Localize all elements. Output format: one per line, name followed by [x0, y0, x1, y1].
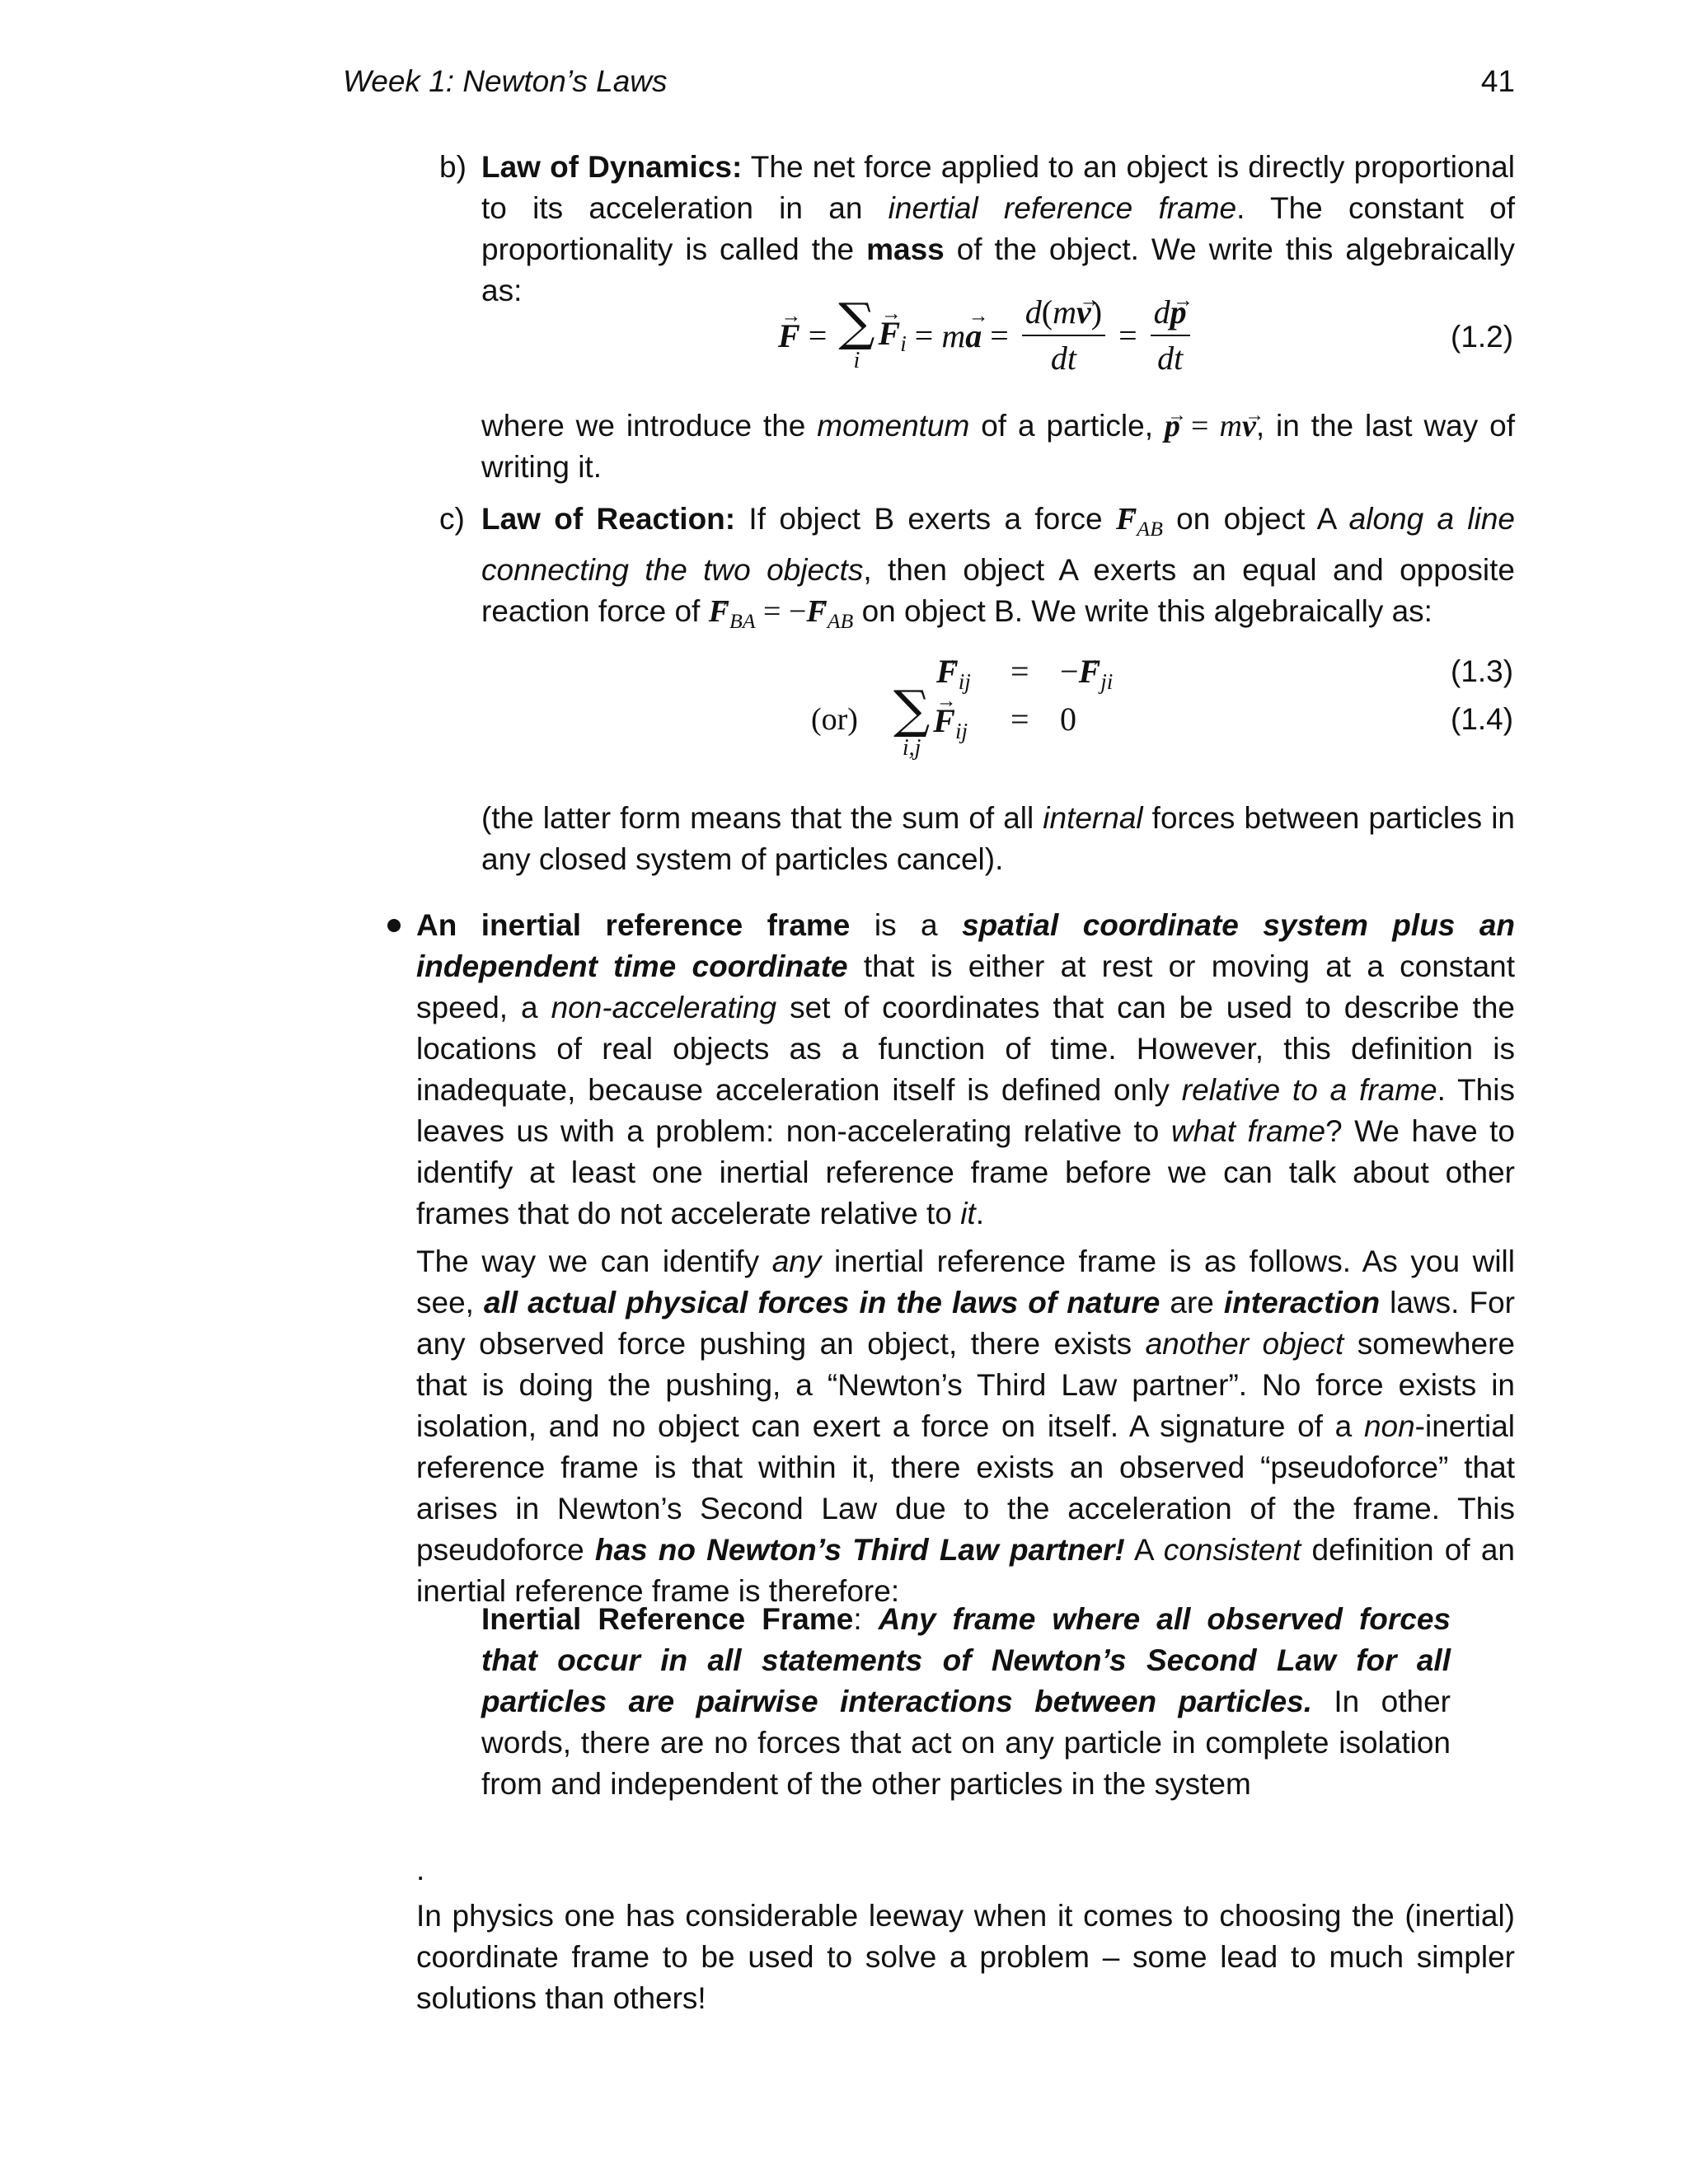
equation-number-1-4: (1.4)	[1451, 702, 1514, 736]
law-c-label: c)	[439, 502, 465, 536]
equation-number-1-2: (1.2)	[1451, 320, 1514, 354]
identify-frame-paragraph: The way we can identify any inertial reference frame is as follows. As you will see, all actual physical forces in the laws of nature are interaction laws. For any observed force pushing an object, there exists another object somewhere that is doing the pushing, a “Newton’s Third Law partner”. No force exists in isolation, and no object can exert a force on itself. A signature of a non-inertial reference frame is that within it, there exists an observed “pseudoforce” that arises in Newton’s Second Law due to the acceleration of the frame. This pseudoforce has no Newton’s Third Law partner! A consistent definition of an inertial reference frame is therefore:	[416, 1244, 1516, 1608]
page-number: 41	[1480, 64, 1515, 98]
running-header-title: Week 1: Newton’s Laws	[343, 64, 668, 98]
bullet-marker	[387, 919, 401, 932]
inertial-frame-definition: Inertial Reference Frame: Any frame where all observed forces that occur in all statements of Newton’s Second Law for all particles are pairwise interactions between particles. In other words, there are no forces that act on any particle in complete isolation from and independent of the other particles in the system	[481, 1602, 1451, 1801]
equation-number-1-3: (1.3)	[1451, 654, 1514, 688]
equation-1-4-lhs: ∑ i,j → $F_{ij}$	[890, 684, 968, 762]
law-b-paragraph: Law of Dynamics: The net force applied to an object is directly proportional to its acceleration in an inertial reference frame. The constant of proportionality is called the mass of the object. We write this algebraically as:	[481, 150, 1515, 307]
law-b-followup: where we introduce the momentum of a particle, → p = m→ v, in the last way of writing it.	[481, 405, 1515, 488]
law-c-paragraph: Law of Reaction: If object B exerts a force → $F_{AB}$ on object A along a line connecting the two objects, then object A exerts an equal and opposite reaction force of → $F_{BA}$ = −→ $F_{AB}$ on object B. We write this algebraically as:	[481, 499, 1515, 642]
equation-1-3-lhs: → $F_{ij}$	[936, 651, 971, 702]
final-paragraph: In physics one has considerable leeway when it comes to choosing the (inertial) coordinate frame to be used to solve a problem – some lead to much simpler solutions than others!	[416, 1899, 1515, 2015]
equation-1-3-equals: =	[1010, 653, 1029, 690]
equation-1-4-rhs: 0	[1060, 701, 1076, 738]
law-c-title: Law of Reaction:	[481, 502, 736, 536]
inertial-frame-paragraph: An inertial reference frame is a spatial coordinate system plus an independent time coordinate that is either at rest or moving at a constant speed, a non-accelerating set of coordinates that can be used to describe the locations of real objects as a function of time. However, this definition is inadequate, because acceleration itself is defined only relative to a frame. This leaves us with a problem: non-accelerating relative to what frame? We have to identify at least one inertial reference frame before we can talk about other frames that do not accelerate relative to it.	[416, 908, 1516, 1230]
mass-term: mass	[866, 232, 945, 266]
equation-1-2: → F = ∑ i → $F_i = m\to a$ = $\frac{d(m\to v)}{dt}$ = $\frac{d\to p}{dt}$	[778, 293, 1195, 384]
law-c-followup: (the latter form means that the sum of all internal forces between particles in any closed system of particles cancel).	[481, 801, 1515, 876]
law-b-title: Law of Dynamics:	[481, 150, 743, 184]
or-label: (or)	[811, 702, 858, 737]
equation-1-4-equals: =	[1010, 701, 1029, 738]
law-b-label: b)	[439, 150, 467, 184]
equation-1-3-rhs: −→ $F_{ji}$	[1060, 651, 1113, 702]
stray-period: .	[416, 1853, 425, 1886]
